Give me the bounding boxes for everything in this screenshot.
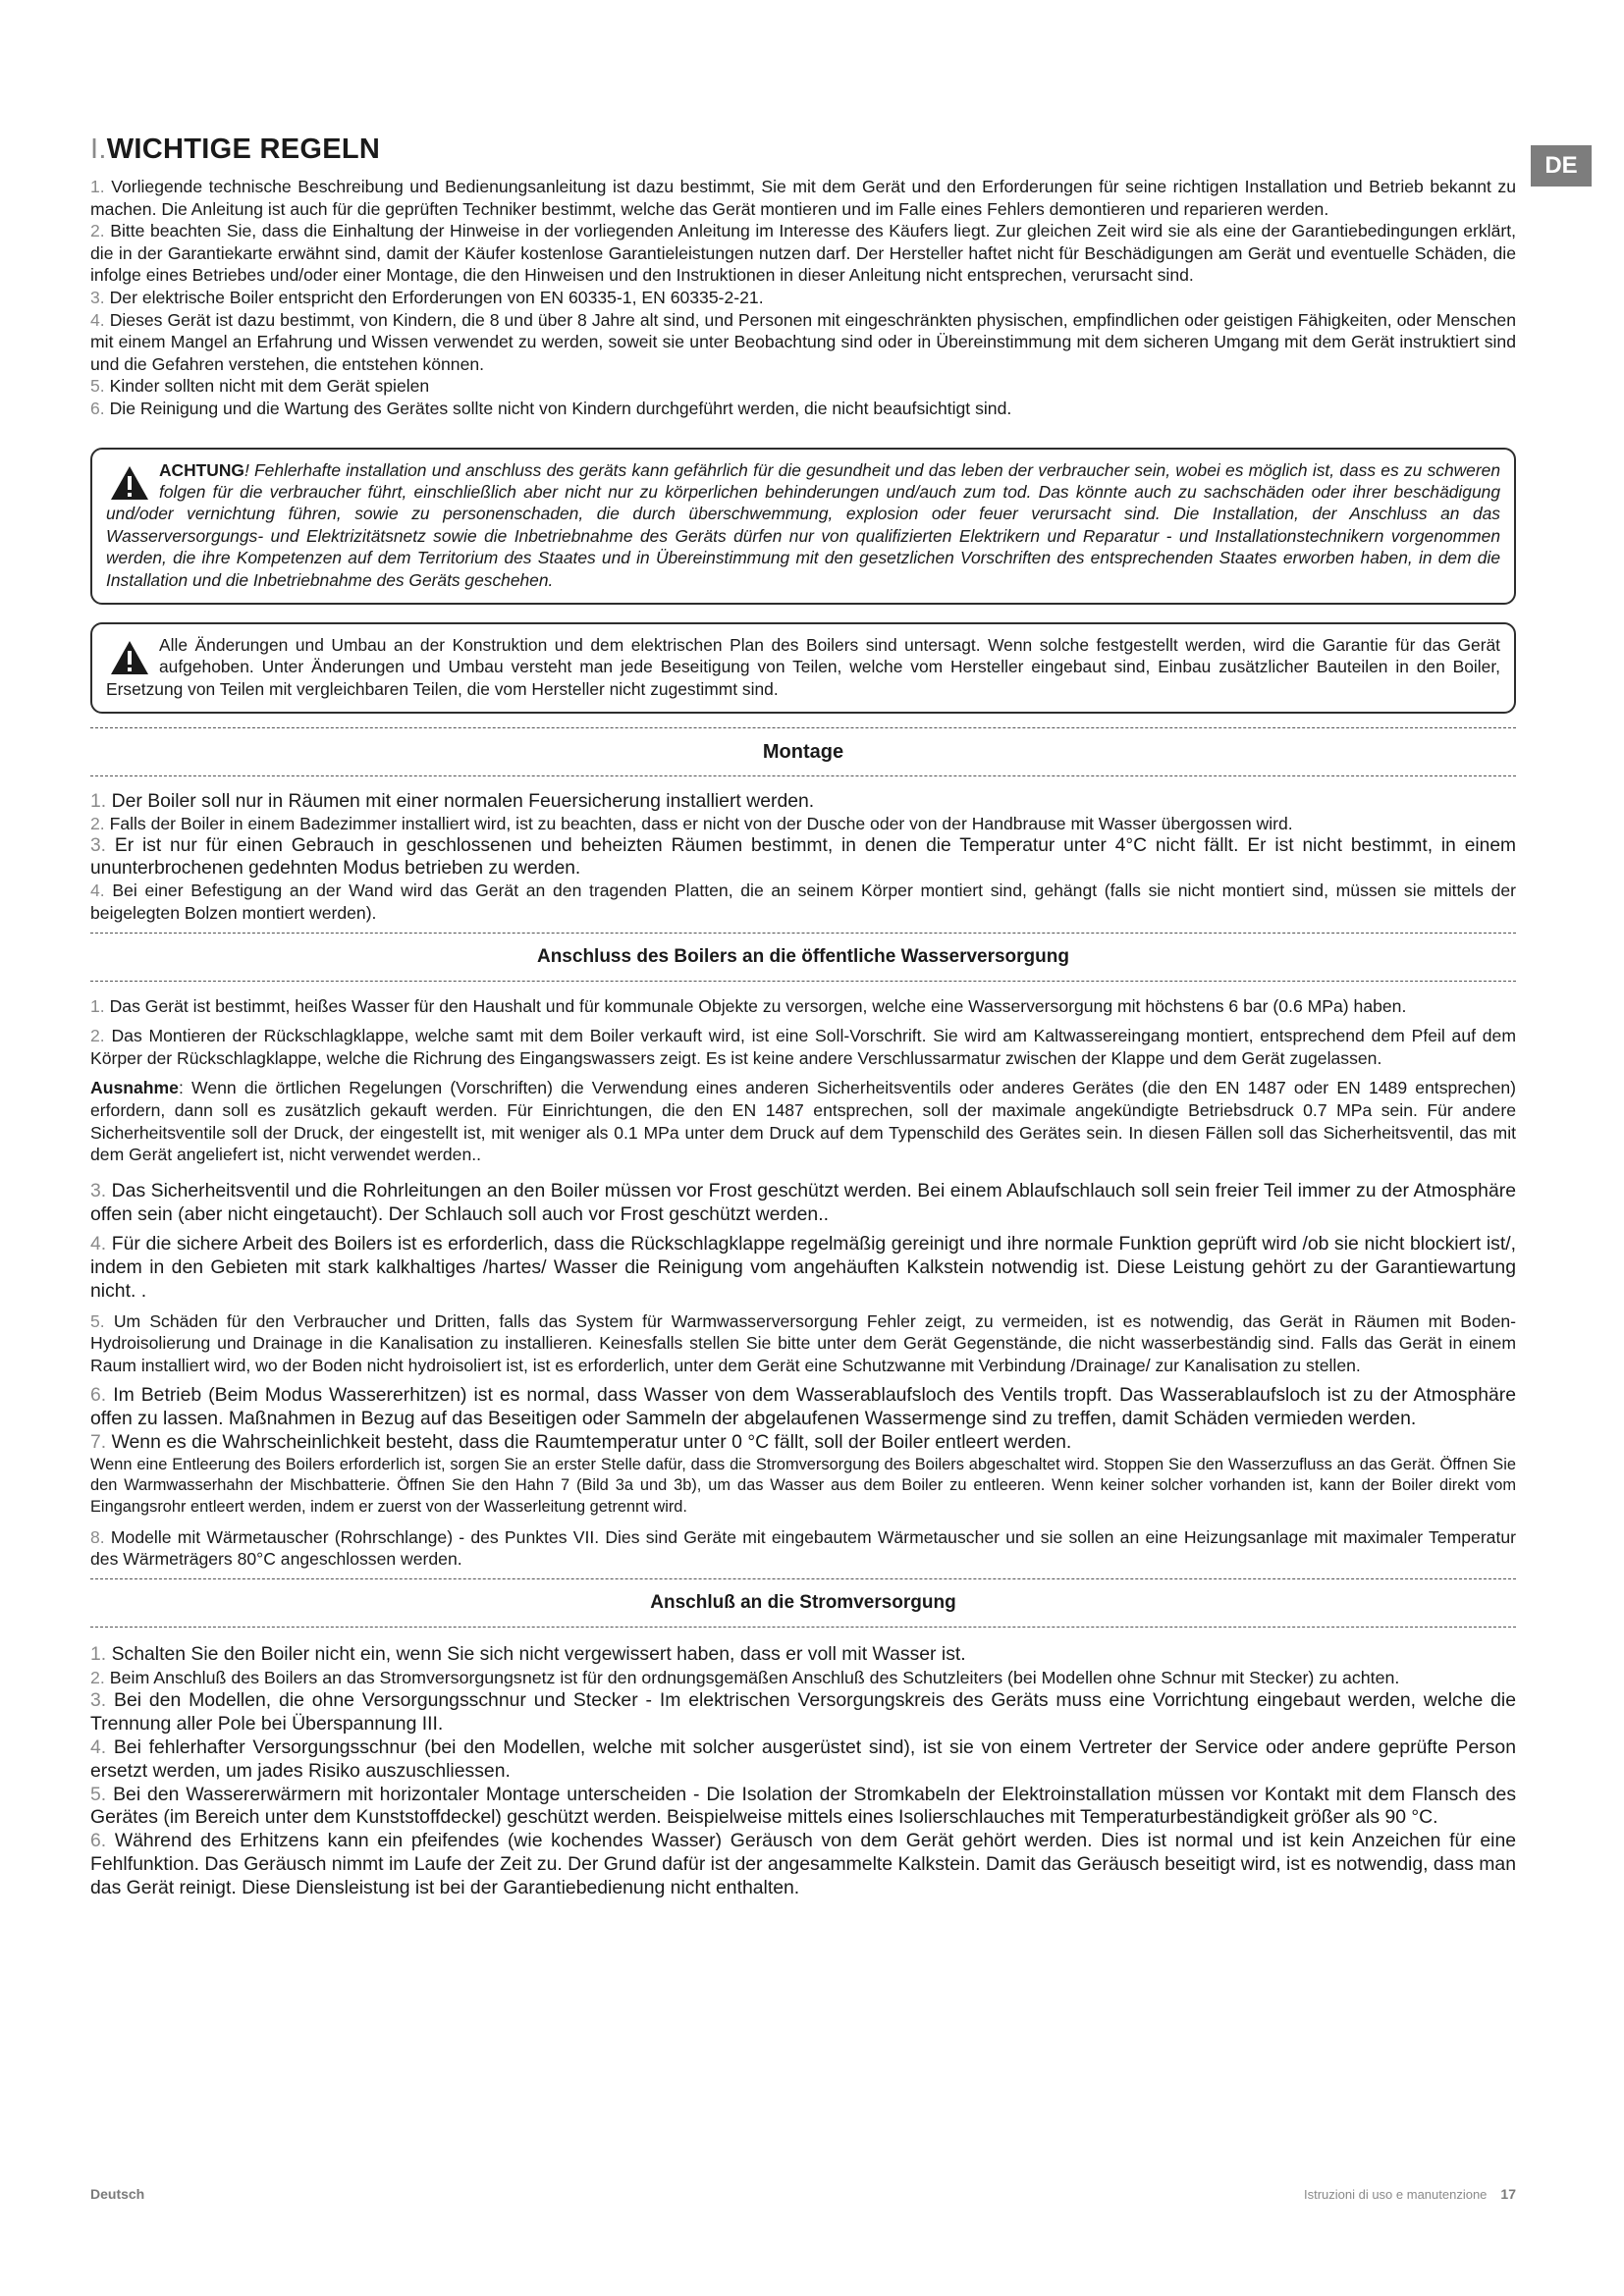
list-item: 6. Im Betrieb (Beim Modus Wassererhitzen) ist es normal, dass Wasser von dem Wasserablaufsloch des Ventils tropft. Das Wasserablaufsloch ist zu der Atmosphäre offen zu lassen. Maßnahmen in Bezug auf das Beseitigen oder Sammeln der abgelaufenen Wassermenge sind zu treffen, damit Schäden vermieden werden. xyxy=(90,1384,1517,1430)
power-list xyxy=(90,1643,1516,1900)
list-item: 4. Bei einer Befestigung an der Wand wird das Gerät an den tragenden Platten, die an seinem Körper montiert sind, gehängt (falls sie nicht montiert sind, müssen sie mittels der beigelegten Bolzen montiert werden). xyxy=(90,881,1517,923)
list-item: 2. Bitte beachten Sie, dass die Einhaltung der Hinweise in der vorliegenden Anleitung im Interesse des Käufers liegt. Zur gleichen Zeit wird sie als eine der Garantiebedingungen erklärt, die in der Garantiekarte erwähnt sind, damit der Käufer kostenlose Garantieleistungen nutzen darf. Der Hersteller haftet nicht für Beschädigungen am Gerät und eventuelle Schäden, die infolge eines Betriebes und/oder einer Montage, die den Hinweisen und den Instruktionen in dieser Anleitung nicht entsprechen, verursacht sind. xyxy=(90,221,1516,286)
list-item: 4. Dieses Gerät ist dazu bestimmt, von Kindern, die 8 und über 8 Jahre alt sind, und Personen mit eingeschränkten physischen, empfindlichen oder geistigen Fähigkeiten, oder Menschen mit einem Mangel an Erfahrung und Wissen verwendet zu werden, soweit sie unter Beobachtung sind oder in Übereinstimmung mit dem sicheren Umgang mit dem Gerät instruktiert sind und die Gefahren verstehen, die entstehen können. xyxy=(90,309,1517,374)
warning-label: ACHTUNG xyxy=(159,459,244,480)
footer-manual-title: Istruzioni di uso e manutenzione xyxy=(1303,2187,1488,2202)
divider xyxy=(90,1627,1516,1628)
list-item: 5. Kinder sollten nicht mit dem Gerät spielen xyxy=(90,376,430,397)
section-title-montage: Montage xyxy=(762,741,844,764)
warning-text: Alle Änderungen und Umbau an der Konstruktion und dem elektrischen Plan des Boilers sind untersagt. Wenn solche festgestellt werden, wird die Garantie für das Gerät aufgehoben. Unter Änderungen und Umbau versteht man jede Beseitigung von Teilen, welche vom Hersteller eingebaut sind, Einbau zusätzlicher Bauteilen in den Boiler, Ersetzung von Teilen mit vergleichbaren Teilen, die vom Hersteller nicht zugestimmt sind. xyxy=(106,634,1500,699)
rules-list xyxy=(90,176,1516,420)
divider xyxy=(90,981,1516,982)
footer-info xyxy=(1304,2186,1516,2202)
list-item: 2. Beim Anschluß des Boilers an das Stromversorgungsnetz ist für den ordnungsgemäßen Anschluß des Schutzleiters (bei Modellen ohne Schnur mit Stecker) zu achten. xyxy=(90,1667,1400,1687)
list-item: 2. Falls der Boiler in einem Badezimmer installiert wird, ist zu beachten, dass er nicht von der Dusche oder von der Handbrause mit Wasser übergossen wird. xyxy=(90,813,1293,833)
warning-box-achtung xyxy=(90,448,1516,605)
exception-paragraph: Ausnahme: Wenn die örtlichen Regelungen (Vorschriften) die Verwendung eines anderen Sicherheitsventils oder anderes Gerätes (die den EN 1487 oder EN 1489 entsprechen) erfordern, dann soll es zusätzlich gekauft werden. Für Einrichtungen, die den EN 1487 entsprechen, soll der maximale angekündigte Betriebsdruck 0.7 MPa sein. Für andere Sicherheitsventile soll der Druck, der eingestellt ist, mit weniger als 0.1 MPa unter dem Druck auf dem Typenschild des Gerätes sein. In diesen Fällen soll das Sicherheitsventil, das mit dem Gerät angeliefert ist, nicht verwendet werden.. xyxy=(90,1078,1516,1165)
list-item: 1. Schalten Sie den Boiler nicht ein, wenn Sie sich nicht vergewissert haben, dass er voll mit Wasser ist. xyxy=(90,1642,966,1665)
list-item: 1. Vorliegende technische Beschreibung und Bedienungsanleitung ist dazu bestimmt, Sie mit dem Gerät und den Erforderungen für seine richtigen Installation und Betrieb bekannt zu machen. Die Anleitung ist auch für die geprüften Techniker bestimmt, welche das Gerät montieren und im Falle eines Fehlers demontieren und reparieren werden. xyxy=(90,177,1517,219)
section-title-water-supply: Anschluss des Boilers an die öffentliche Wasserversorgung xyxy=(536,945,1069,967)
water-list xyxy=(90,995,1516,1571)
list-item: 6. Während des Erhitzens kann ein pfeifendes (wie kochendes Wasser) Geräusch von dem Gerät gehört werden. Dies ist normal und ist kein Anzeichen für eine Fehlfunktion. Das Geräusch nimmt im Laufe der Zeit zu. Der Grund dafür ist der angesammelte Kalkstein. Damit das Geräusch beseitigt wird, ist es notwendig, dass man das Gerät reinigt. Diese Diensleistung ist bei der Garantiebedienung nicht enthalten. xyxy=(90,1830,1517,1898)
language-tab: DE xyxy=(1531,145,1592,187)
list-item: 1. Das Gerät ist bestimmt, heißes Wasser für den Haushalt und für kommunale Objekte zu versorgen, welche eine Wasserversorgung mit höchstens 6 bar (0.6 MPa) haben. xyxy=(90,995,1407,1016)
list-item: 5. Bei den Wassererwärmern mit horizontaler Montage unterscheiden - Die Isolation der Stromkabeln der Elektroinstallation müssen vor Kontakt mit dem Flansch des Gerätes (im Bereich unter dem Kunststoffdeckel) geschützt werden. Beispielweise mittels eines Isolierschlauches mit Temperaturbeständigkeit größer als 90 °C. xyxy=(90,1783,1517,1829)
page-number: 17 xyxy=(1500,2186,1516,2202)
section-title-power-supply: Anschluß an die Stromversorgung xyxy=(650,1591,956,1613)
divider xyxy=(90,775,1516,776)
warning-box-modifications xyxy=(90,622,1516,714)
list-item: 4. Für die sichere Arbeit des Boilers ist es erforderlich, dass die Rückschlagklappe regelmäßig gereinigt und ihre normale Funktion geprüft wird /ob sie nicht blockiert ist/, indem in den Gebieten mit stark kalkhaltiges /hartes/ Wasser die Reinigung vom angehäuften Kalkstein notwendig ist. Diese Leistung gehört zu der Garantiewartung nicht. . xyxy=(90,1233,1516,1302)
list-item: 3. Der elektrische Boiler entspricht den Erforderungen von EN 60335-1, EN 60335-2-21. xyxy=(90,287,764,307)
document-page xyxy=(90,133,1516,1900)
list-item: 6. Die Reinigung und die Wartung des Gerätes sollte nicht von Kindern durchgeführt werden, die nicht beaufsichtigt sind. xyxy=(90,398,1012,418)
warning-triangle-icon xyxy=(110,465,149,501)
list-item: 3. Das Sicherheitsventil und die Rohrleitungen an den Boiler müssen vor Frost geschützt werden. Bei einem Ablaufschlauch soll sein freier Teil immer zu der Atmosphäre offen sein (aber nicht eingetaucht). Der Schlauch soll auch vor Frost geschützt werden.. xyxy=(90,1179,1516,1225)
warning-triangle-icon xyxy=(110,640,149,675)
montage-list xyxy=(90,790,1516,924)
list-item-detail: Wenn eine Entleerung des Boilers erforderlich ist, sorgen Sie an erster Stelle dafür, dass die Stromversorgung des Boilers abgeschaltet wird. Stoppen Sie den Wasserzufluss an das Gerät. Öffnen Sie den Warmwasserhahn der Mischbatterie. Öffnen Sie den Hahn 7 (Bild 3a und 3b), um das Wasser aus dem Boiler zu entleeren. Wenn keiner solcher vorhanden ist, kann der Boiler direkt vom Eingangsrohr entleert werden, indem er zuerst von der Wasserleitung getrennt wird. xyxy=(90,1455,1516,1517)
page-title: I.WICHTIGE REGELN xyxy=(90,133,381,165)
list-item: 4. Bei fehlerhafter Versorgungsschnur (bei den Modellen, welche mit solcher ausgerüstet sind), ist sie von einem Vertreter der Service oder andere geprüfte Person ersetzt werden, um jades Risiko auszuschliessen. xyxy=(90,1736,1516,1782)
list-item: 3. Bei den Modellen, die ohne Versorgungsschnur und Stecker - Im elektrischen Versorgungskreis des Geräts muss eine Vorrichtung eingebaut werden, welche die Trennung aller Pole bei Überspannung III. xyxy=(90,1689,1516,1735)
list-item: 8. Modelle mit Wärmetauscher (Rohrschlange) - des Punktes VII. Dies sind Geräte mit eingebautem Wärmetauscher und sie sollen an eine Heizungsanlage mit maximaler Temperatur des Wärmeträgers 80°C angeschlossen werden. xyxy=(90,1526,1516,1570)
list-item: 5. Um Schäden für den Verbraucher und Dritten, falls das System für Warmwasserversorgung Fehler zeigt, zu vermeiden, ist es notwendig, das Gerät in Räumen mit Boden-Hydroisolierung und Drainage in die Kanalisation zu installieren. Keinesfalls stellen Sie bitte unter dem Gerät Gegenstände, die nicht wasserbeständig sind. Falls das Gerät in einem Raum installiert wird, wo der Boden nicht hydroisoliert ist, ist es erforderlich, unter dem Gerät eine Schutzwanne mit Verbindung /Drainage/ zur Kanalisation zu stellen. xyxy=(90,1310,1517,1375)
list-item: 1. Der Boiler soll nur in Räumen mit einer normalen Feuersicherung installiert werden. xyxy=(90,790,815,813)
footer-language: Deutsch xyxy=(90,2186,145,2202)
list-item: 3. Er ist nur für einen Gebrauch in geschlossenen und beheizten Räumen bestimmt, in denen die Temperatur unter 4°C nicht fällt. Er ist nicht bestimmt, in einem ununterbrochenen gedehnten Modus betrieben zu werden. xyxy=(90,835,1516,880)
warning-text: ! Fehlerhafte installation und anschluss des geräts kann gefährlich für die gesundheit und das leben der verbraucher sein, wobei es möglich ist, dass es zu schweren folgen für die verbraucher führt, einschließlich aber nicht nur zu körperlichen behinderungen und/auch zum tod. Das könnte auch zu sachschäden oder ihrer beschädigung und/oder vernichtung führen, sowie zu personenschaden, die durch überschwemmung, explosion oder feuer verursacht sind. Die Installation, der Anschluss an das Wasserversorgungs- und Elektrizitätsnetz sowie die Inbetriebnahme des Geräts dürfen nur von qualifizierten Elektrikern und Reparatur - und Installationstechnikern vorgenommen werden, die ihre Kompetenzen auf dem Territorium des Staates und in Übereinstimmung mit den gesetzlichen Vorschriften des entsprechenden Staates erworben haben, in dem die Installation und die Inbetriebnahme des Geräts geschehen. xyxy=(106,459,1500,590)
list-item: 2. Das Montieren der Rückschlagklappe, welche samt mit dem Boiler verkauft wird, ist eine Soll-Vorschrift. Sie wird am Kaltwassereingang montiert, entsprechend dem Pfeil auf dem Körper der Rückschlagklappe, welche die Richrung des Eingangswassers zeigt. Es ist keine andere Verschlussarmatur zwischen der Klappe und dem Gerät zugelassen. xyxy=(90,1026,1516,1068)
list-item: 7. Wenn es die Wahrscheinlichkeit besteht, dass die Raumtemperatur unter 0 °C fällt, soll der Boiler entleert werden. xyxy=(90,1431,1072,1454)
